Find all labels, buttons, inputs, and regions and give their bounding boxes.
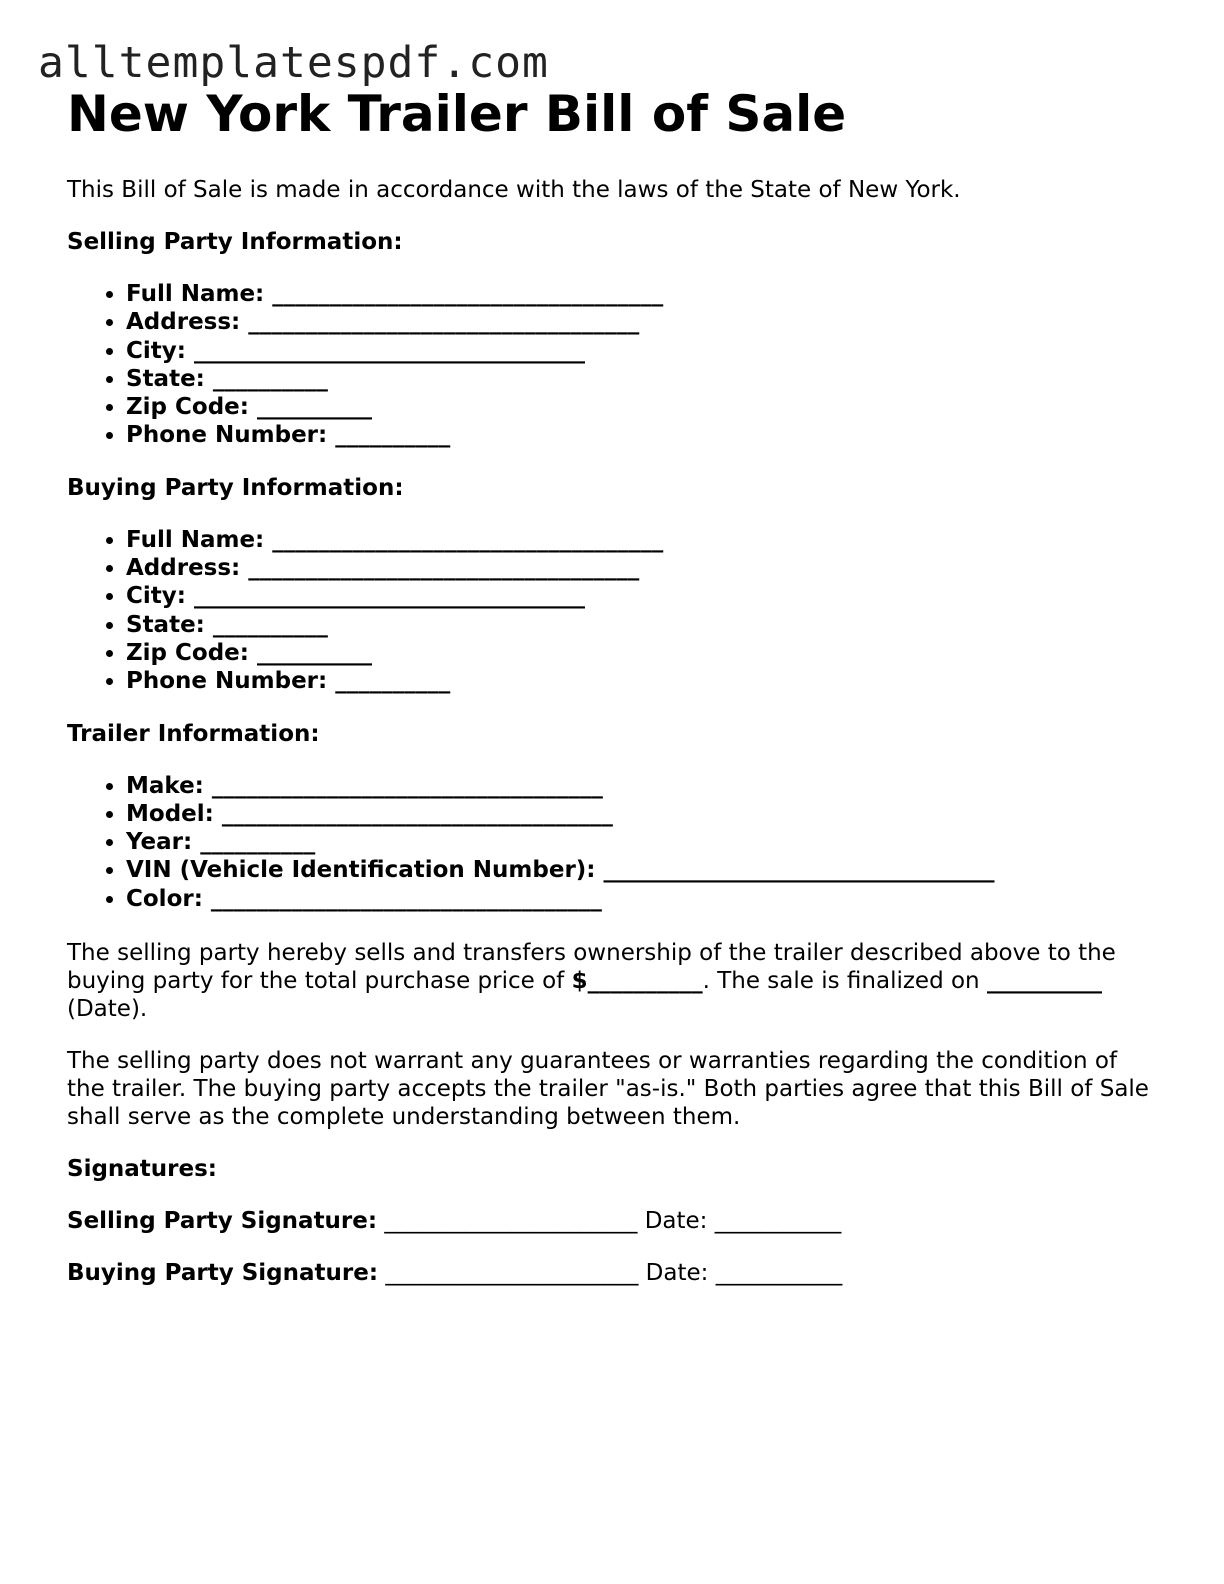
field-blank[interactable]: __________________________________ (193, 583, 585, 610)
buyer-signature-blank[interactable]: ______________________ (385, 1260, 639, 1287)
seller-city-field[interactable] (126, 337, 1157, 365)
field-blank[interactable]: __________________________________ (210, 885, 602, 912)
trailer-field-list (67, 772, 1157, 913)
buyer-full-name-field[interactable] (126, 526, 1157, 554)
document (67, 84, 1157, 1287)
field-label: Zip Code: (126, 394, 249, 421)
field-blank[interactable]: __________________________________ (272, 526, 664, 553)
intro-text: This Bill of Sale is made in accordance with the laws of the State of New York. (67, 177, 961, 203)
buyer-phone-number-field[interactable] (126, 667, 1157, 695)
trailer-color-field[interactable] (126, 885, 1157, 913)
field-label: Year: (126, 829, 193, 856)
field-blank[interactable]: __________________________________ (272, 281, 664, 307)
field-label: Make: (126, 772, 204, 799)
buyer-date-label: Date: (645, 1260, 709, 1287)
field-blank[interactable]: __________ (335, 422, 451, 449)
buyer-date-blank[interactable]: ___________ (715, 1260, 843, 1287)
seller-full-name-field[interactable] (126, 280, 1157, 308)
seller-date-label: Date: (644, 1208, 708, 1235)
field-label: Color: (126, 885, 203, 912)
field-blank[interactable]: __________ (257, 394, 372, 421)
sale-date-blank[interactable]: __________ (986, 968, 1102, 995)
trailer-model-field[interactable] (126, 800, 1157, 828)
page-title: New York Trailer Bill of Sale (67, 85, 847, 143)
seller-state-field[interactable] (126, 365, 1157, 393)
field-label: State: (126, 611, 205, 638)
field-blank[interactable]: __________ (335, 668, 451, 695)
field-blank[interactable]: __________________________________ (221, 800, 613, 827)
field-blank[interactable]: __________________________________ (248, 555, 640, 582)
field-blank[interactable]: __________________________________ (248, 309, 640, 336)
field-label: City: (126, 583, 186, 610)
transfer-date-note: (Date). (67, 996, 148, 1023)
watermark: alltemplatespdf.com (38, 38, 549, 88)
seller-zip-code-field[interactable] (126, 393, 1157, 421)
field-blank[interactable]: __________________________________ (193, 337, 585, 364)
transfer-paragraph (67, 939, 1157, 1023)
buyer-signature-label: Buying Party Signature: (67, 1260, 379, 1287)
field-label: Full Name: (126, 281, 265, 307)
trailer-year-field[interactable] (126, 828, 1157, 856)
transfer-date-text: . The sale is finalized on (702, 968, 987, 995)
field-blank[interactable]: __________ (212, 365, 328, 392)
field-label: Full Name: (126, 526, 265, 553)
field-label: State: (126, 365, 205, 392)
field-blank[interactable]: __________________________________ (211, 772, 603, 799)
seller-signature-label: Selling Party Signature: (67, 1208, 378, 1235)
price-blank[interactable]: $__________ (571, 968, 703, 995)
seller-signature-blank[interactable]: ______________________ (384, 1208, 638, 1235)
buyer-field-list (67, 526, 1157, 696)
signatures-heading: Signatures: (67, 1156, 218, 1183)
field-label: Address: (126, 555, 241, 582)
seller-date-blank[interactable]: ___________ (714, 1208, 842, 1235)
field-label: Zip Code: (126, 639, 249, 666)
buyer-address-field[interactable] (126, 554, 1157, 582)
buyer-state-field[interactable] (126, 611, 1157, 639)
field-label: Model: (126, 800, 214, 827)
seller-phone-number-field[interactable] (126, 421, 1157, 449)
transfer-text: The selling party hereby sells and transfers ownership of the trailer described above to the buying party for the total purchase price of (67, 940, 1116, 995)
field-label: Phone Number: (126, 422, 328, 449)
seller-signature-line (67, 1207, 1157, 1235)
field-label: Phone Number: (126, 668, 328, 695)
seller-field-list (67, 280, 1157, 450)
warranty-paragraph: The selling party does not warrant any guarantees or warranties regarding the condition of the trailer. The buying party accepts the trailer "as-is." Both parties agree that this Bill of Sale shall serve as the complete understanding between them. (67, 1048, 1149, 1131)
seller-address-field[interactable] (126, 308, 1157, 336)
field-label: City: (126, 337, 186, 364)
buyer-zip-code-field[interactable] (126, 639, 1157, 667)
field-blank[interactable]: __________ (257, 639, 372, 666)
seller-heading: Selling Party Information: (67, 229, 403, 255)
field-blank[interactable]: __________ (200, 829, 316, 856)
trailer-heading: Trailer Information: (67, 720, 320, 747)
trailer-vin-field[interactable] (126, 856, 1157, 884)
field-blank[interactable]: __________________________________ (603, 857, 995, 884)
buyer-heading: Buying Party Information: (67, 474, 404, 501)
field-label: VIN (Vehicle Identification Number): (126, 857, 596, 884)
field-label: Address: (126, 309, 241, 336)
field-blank[interactable]: __________ (212, 611, 328, 638)
buyer-signature-line (67, 1259, 1157, 1287)
trailer-make-field[interactable] (126, 772, 1157, 800)
buyer-city-field[interactable] (126, 582, 1157, 610)
